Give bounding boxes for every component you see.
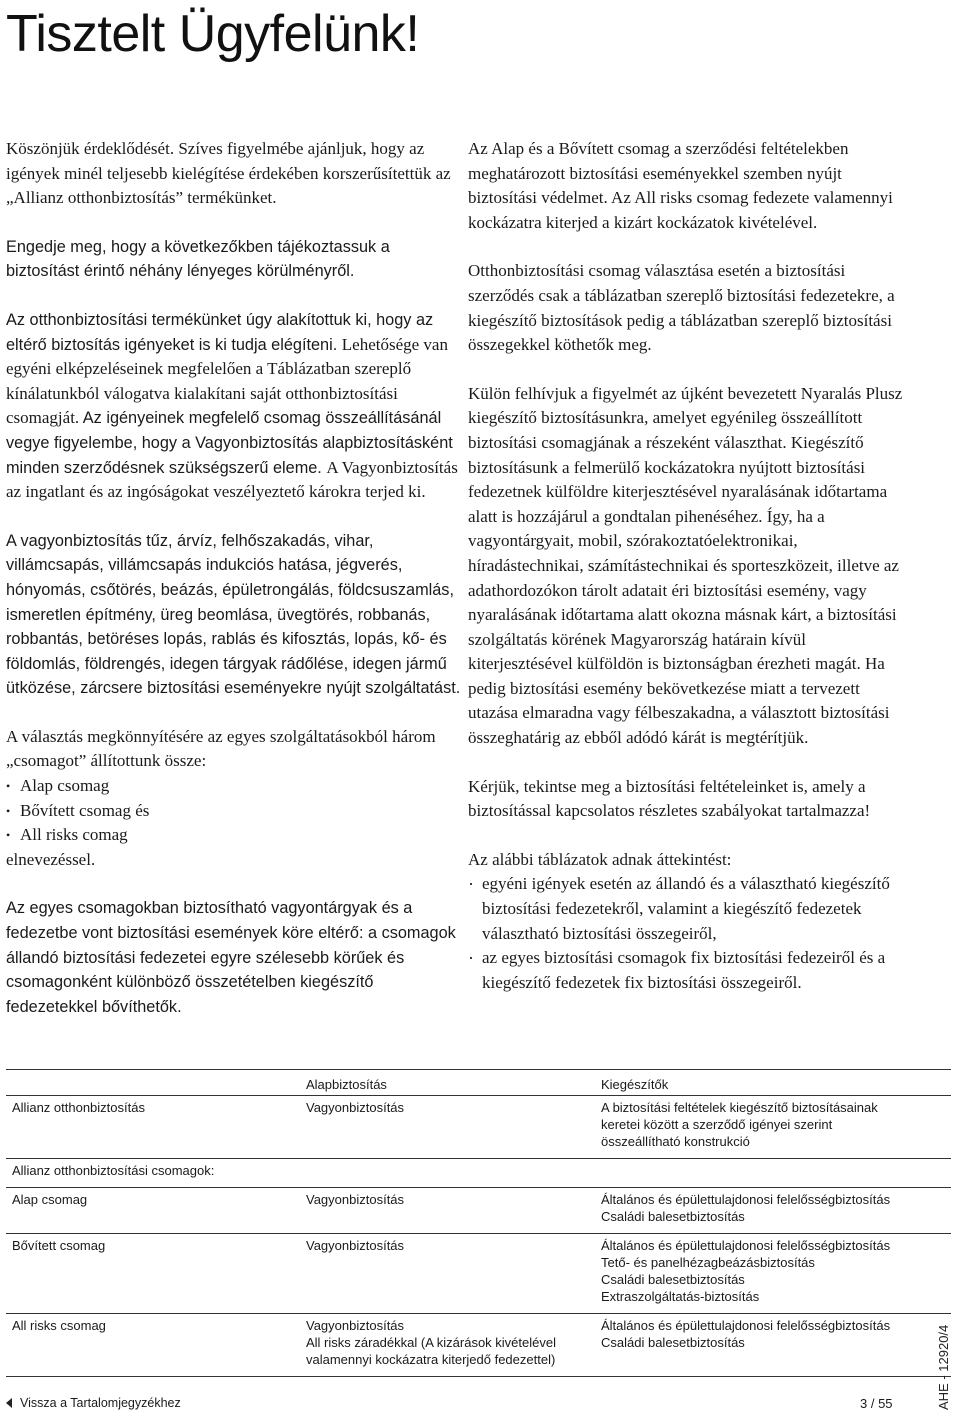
cell-line: Vagyonbiztosítás <box>306 1100 405 1115</box>
list-item: • Bővített csomag és <box>6 799 461 824</box>
list-item: · az egyes biztosítási csomagok fix biztosítási fedezeiről és a kiegészítő fedezetek fix biztosítási összegeiről. <box>468 946 908 995</box>
table-cell <box>601 1237 951 1305</box>
cell-line: A biztosítási feltételek kiegészítő biztosításainak keretei között a szerződő igényei szerint összeállítható konstrukció <box>601 1100 878 1149</box>
table-cell: Bővített csomag <box>12 1238 106 1253</box>
packages-outro: elnevezéssel. <box>6 849 96 869</box>
table-cell <box>601 1099 951 1150</box>
table-row <box>6 1095 951 1158</box>
product-text-a: Az otthonbiztosítási termékünket úgy alakítottuk ki, hogy az eltérő biztosítás igényeket is ki tudja elégíteni. <box>6 310 434 354</box>
tables-overview-paragraph <box>468 848 908 996</box>
product-text-c: Az igényeinek megfelelő csomag összeállításánál vegye figyelembe, hogy a Vagyonbiztosítás alapbiztosításként minden szerződésnek szükségszerű eleme. <box>6 409 453 477</box>
package-choice-paragraph: Otthonbiztosítási csomag választása esetén a biztosítási szerződés csak a táblázatban szereplő biztosítási fedezetekre, a kiegészítő biztosítások pedig a táblázatban szereplő biztosítási összegekkel köthetők meg. <box>468 261 895 355</box>
packages-intro: A választás megkönnyítésére az egyes szolgáltatásokból három „csomagot” állítottunk össze: <box>6 726 436 771</box>
left-column <box>6 137 461 1043</box>
table-header-cell: Alapbiztosítás <box>306 1077 387 1092</box>
table-row <box>6 1187 951 1233</box>
terms-paragraph: Kérjük, tekintse meg a biztosítási feltételeinket is, amely a biztosítással kapcsolatos részletes szabályokat tartalmazza! <box>468 776 871 821</box>
table-cell: Allianz otthonbiztosítási csomagok: <box>12 1163 215 1178</box>
cell-line: Általános és épülettulajdonosi felelősségbiztosítás <box>601 1318 891 1333</box>
packages-detail-paragraph: Az egyes csomagokban biztosítható vagyontárgyak és a fedezetbe vont biztosítási események köre eltérő: a csomagok állandó biztosítási fedezetei egyre szélesebb körűek és csomagonként különböző összetételben kiegészítő fedezetekkel bővíthetők. <box>6 899 456 1016</box>
triangle-left-icon <box>6 1398 12 1408</box>
travel-plus-paragraph: Külön felhívjuk a figyelmét az újként bevezetett Nyaralás Plusz kiegészítő biztosításunkra, amelyet egyénileg összeállított biztosítási csomagjának a részeként választhat. Kiegészítő biztosításunk a felmerülő kockázatokra nyújtott biztosítási fedezetnek külföldre kiterjesztésével nyaralásának időtartama alatt is hozzájárul a gondtalan pihenéséhez. Így, ha a vagyontárgyait, mobil, szórakoztatóelektronikai, híradástechnikai, számítástechnikai és sporteszközeit, illetve az adathordozókon tárolt adatait éri biztosítási esemény, vagy nyaralásának időtartama alatt okozna másnak kárt, a biztosítási szolgáltatás körének Magyarország határain kívül kiterjesztésével külföldön is biztonságban érezheti magát. Ha pedig biztosítási esemény bekövetkezése miatt a tervezett utazása elmaradna vagy félbeszakadna, a választott biztosítási összeghatárig az ebből adódó kárát is megtérítjük. <box>468 383 903 748</box>
cell-line: Családi balesetbiztosítás <box>601 1335 745 1350</box>
cell-line: All risks záradékkal (A kizárások kivételével valamennyi kockázatra kiterjedő fedezettel) <box>306 1335 556 1367</box>
list-item: • Alap csomag <box>6 774 461 799</box>
table-cell <box>601 1317 951 1368</box>
table-header-row <box>6 1070 951 1095</box>
list-item: • All risks comag <box>6 823 461 848</box>
packages-paragraph <box>6 725 461 873</box>
cell-line: Vagyonbiztosítás <box>306 1238 405 1253</box>
cell-line: Családi balesetbiztosítás <box>601 1272 745 1287</box>
product-text-d: A Vagyonbiztosítás az ingatlant és az ingóságokat veszélyeztető károkra terjed ki. <box>6 457 458 502</box>
table-cell: Allianz otthonbiztosítás <box>12 1100 145 1115</box>
notice-paragraph: Engedje meg, hogy a következőkben tájékoztassuk a biztosítást érintő néhány lényeges körülményről. <box>6 237 390 281</box>
table-cell <box>306 1237 601 1305</box>
right-column <box>468 137 908 1019</box>
table-cell: All risks csomag <box>12 1318 106 1333</box>
product-paragraph <box>6 308 461 505</box>
cell-line: Tető- és panelhézagbeázásbiztosítás <box>601 1255 815 1270</box>
intro-paragraph: Köszönjük érdeklődését. Szíves figyelmébe ajánljuk, hogy az igények minél teljesebb kielégítése érdekében korszerűsítettük az „Allianz otthonbiztosítás” termékünket. <box>6 139 451 208</box>
coverage-scope-paragraph: Az Alap és a Bővített csomag a szerződési feltételekben meghatározott biztosítási eseményekkel szemben nyújt biztosítási védelmet. Az All risks csomag fedezete valamennyi kockázatra kiterjed a kizárt kockázatok kivételével. <box>468 139 893 232</box>
package-list <box>6 774 461 848</box>
list-item: · egyéni igények esetén az állandó és a választható kiegészítő biztosítási fedezetekről, valamint a kiegészítő fedezetek választható biztosítási összegeiről, <box>468 872 908 946</box>
table-cell <box>306 1191 601 1225</box>
back-to-contents-label: Vissza a Tartalomjegyzékhez <box>20 1396 181 1410</box>
table-header-cell <box>6 1076 306 1093</box>
back-to-contents-link[interactable] <box>6 1396 181 1410</box>
table-cell <box>601 1162 951 1179</box>
table-header-cell: Kiegészítők <box>601 1077 669 1092</box>
table-cell: Alap csomag <box>12 1192 88 1207</box>
cell-line: Extraszolgáltatás-biztosítás <box>601 1289 760 1304</box>
coverage-paragraph: A vagyonbiztosítás tűz, árvíz, felhőszakadás, vihar, villámcsapás, villámcsapás indukciós hatása, jégverés, hónyomás, csőtörés, beázás, épületrongálás, földcsuszamlás, ismeretlen építmény, üreg beomlása, üvegtörés, robbanás, robbantás, betöréses lopás, rablás és kifosztás, lopás, kő- és földomlás, földrengés, idegen tárgyak rádőlése, idegen jármű ütközése, zárcsere biztosítási eseményekre nyújt szolgáltatást. <box>6 531 461 698</box>
cell-line: Általános és épülettulajdonosi felelősségbiztosítás <box>601 1238 891 1253</box>
product-text-b: Lehetősége van egyéni elképzeléseinek megfelelően a Táblázatban szereplő kínálatunkból válogatva kialakítani saját otthonbiztosítási csomagját. <box>6 334 448 428</box>
table-cell <box>306 1162 601 1179</box>
tables-overview-intro: Az alábbi táblázatok adnak áttekintést: <box>468 849 732 869</box>
table-cell <box>306 1099 601 1150</box>
document-code: AHE - 12920/4 <box>936 1324 951 1410</box>
cell-line: Általános és épülettulajdonosi felelősségbiztosítás <box>601 1192 891 1207</box>
cell-line: Vagyonbiztosítás <box>306 1318 405 1333</box>
table-row <box>6 1233 951 1313</box>
table-cell <box>306 1317 601 1368</box>
page-title: Tisztelt Ügyfelünk! <box>6 5 420 63</box>
tables-overview-list <box>468 872 908 995</box>
table-row <box>6 1313 951 1376</box>
table-row <box>6 1158 951 1187</box>
page-number: 3 / 55 <box>860 1396 893 1411</box>
table-cell <box>601 1191 951 1225</box>
cell-line: Vagyonbiztosítás <box>306 1192 405 1207</box>
cell-line: Családi balesetbiztosítás <box>601 1209 745 1224</box>
overview-table <box>6 1069 951 1377</box>
